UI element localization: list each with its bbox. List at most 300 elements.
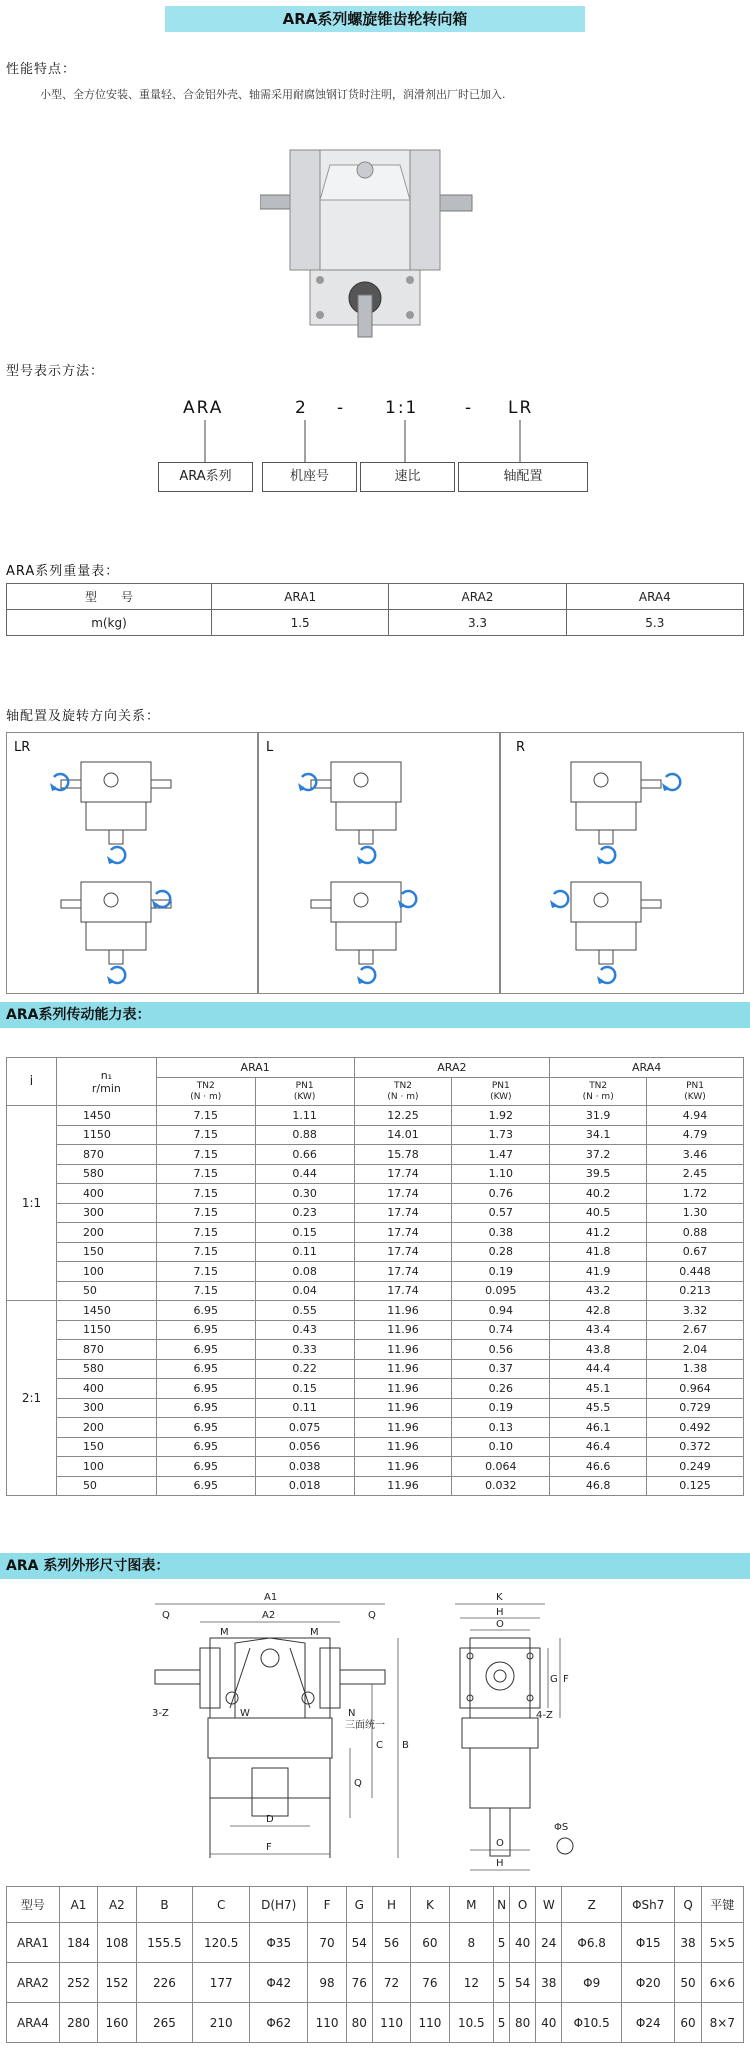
dim-label-k: K xyxy=(496,1592,503,1603)
power-header-rmin: r/min xyxy=(91,1081,121,1095)
dimension-cell: 155.5 xyxy=(136,1923,193,1963)
power-cell: 17.74 xyxy=(354,1262,452,1282)
power-cell: 870 xyxy=(56,1340,156,1360)
power-table xyxy=(6,1057,744,1496)
power-cell: 11.96 xyxy=(354,1398,452,1418)
power-table-row xyxy=(7,1398,744,1418)
dimension-header-cell: M xyxy=(449,1887,494,1923)
power-cell: 0.10 xyxy=(452,1437,550,1457)
power-cell: 17.74 xyxy=(354,1203,452,1223)
dim-label-3z: 3-Z xyxy=(152,1708,169,1719)
power-cell: 17.74 xyxy=(354,1164,452,1184)
power-table-row xyxy=(7,1457,744,1477)
dim-label-w: W xyxy=(240,1708,250,1719)
power-cell: 0.66 xyxy=(255,1145,354,1165)
power-cell: 0.94 xyxy=(452,1301,550,1321)
dimension-cell: Φ9 xyxy=(562,1963,622,2003)
power-cell: 11.96 xyxy=(354,1418,452,1438)
dimension-cell: 6×6 xyxy=(701,1963,743,2003)
dim-label-m-left: M xyxy=(220,1627,229,1638)
power-cell: 0.492 xyxy=(647,1418,744,1438)
axis-label-lr: LR xyxy=(14,740,31,755)
power-cell: 200 xyxy=(56,1223,156,1243)
dim-label-q-right: Q xyxy=(368,1610,376,1621)
power-cell: 3.46 xyxy=(647,1145,744,1165)
weight-cell: 5.3 xyxy=(566,610,743,636)
power-cell: 0.30 xyxy=(255,1184,354,1204)
dimension-cell: Φ10.5 xyxy=(562,2003,622,2043)
dimension-cell: 8×7 xyxy=(701,2003,743,2043)
front-view xyxy=(155,1638,385,1858)
dimension-cell: 152 xyxy=(98,1963,136,2003)
power-cell: 40.2 xyxy=(550,1184,647,1204)
power-cell: 0.075 xyxy=(255,1418,354,1438)
dim-label-d: D xyxy=(266,1814,274,1825)
dimension-header-cell: ΦSh7 xyxy=(622,1887,675,1923)
power-cell: 46.8 xyxy=(550,1476,647,1496)
power-cell: 41.2 xyxy=(550,1223,647,1243)
power-cell: 6.95 xyxy=(156,1301,255,1321)
power-cell: 40.5 xyxy=(550,1203,647,1223)
dimension-cell: 5 xyxy=(494,1923,510,1963)
dimension-header-row xyxy=(7,1887,744,1923)
axis-label-r: R xyxy=(516,740,526,755)
axis-diagram-l-top xyxy=(298,762,401,864)
dimension-cell: 280 xyxy=(59,2003,97,2043)
power-cell: 41.9 xyxy=(550,1262,647,1282)
dimension-cell: Φ42 xyxy=(250,1963,308,2003)
dim-label-q-vertical: Q xyxy=(354,1778,362,1789)
model-box-axis: 轴配置 xyxy=(458,462,588,492)
dimension-cell: Φ15 xyxy=(622,1923,675,1963)
dim-label-h-top: H xyxy=(496,1607,504,1618)
dimension-cell: 40 xyxy=(510,1923,536,1963)
power-cell: 0.15 xyxy=(255,1223,354,1243)
dimension-table xyxy=(6,1886,744,2043)
weight-cell: 1.5 xyxy=(212,610,389,636)
power-cell: 0.57 xyxy=(452,1203,550,1223)
dimension-cell: 70 xyxy=(308,1923,346,1963)
power-pn-label: PN1 xyxy=(491,1080,510,1091)
features-text: 小型、全方位安装、重量轻、合金铝外壳、轴需采用耐腐蚀钢订货时注明，润滑剂出厂时已加入. xyxy=(40,88,506,101)
power-cell: 0.13 xyxy=(452,1418,550,1438)
power-cell: 6.95 xyxy=(156,1320,255,1340)
power-table-row xyxy=(7,1340,744,1360)
power-subheader-cell xyxy=(452,1078,550,1106)
model-code-frame: 2 xyxy=(295,398,308,418)
power-ratio-cell: 2:1 xyxy=(7,1301,57,1496)
power-cell: 2.04 xyxy=(647,1340,744,1360)
power-cell: 1450 xyxy=(56,1106,156,1126)
dimension-cell: 38 xyxy=(675,1923,701,1963)
power-cell: 0.28 xyxy=(452,1242,550,1262)
power-cell: 31.9 xyxy=(550,1106,647,1126)
dimension-data-row xyxy=(7,1963,744,2003)
power-cell: 1.92 xyxy=(452,1106,550,1126)
model-code-dash2: - xyxy=(465,398,474,418)
power-cell: 0.213 xyxy=(647,1281,744,1301)
power-cell: 0.964 xyxy=(647,1379,744,1399)
power-header-model: ARA1 xyxy=(156,1058,354,1078)
power-cell: 50 xyxy=(56,1281,156,1301)
power-cell: 1.73 xyxy=(452,1125,550,1145)
weight-heading: ARA系列重量表： xyxy=(6,564,120,579)
dimension-cell: 60 xyxy=(675,2003,701,2043)
power-table-row xyxy=(7,1125,744,1145)
power-pn-label: PN1 xyxy=(686,1080,704,1091)
dimension-cell: 80 xyxy=(510,2003,536,2043)
power-cell: 0.19 xyxy=(452,1262,550,1282)
power-cell: 6.95 xyxy=(156,1437,255,1457)
power-cell: 14.01 xyxy=(354,1125,452,1145)
power-table-row xyxy=(7,1242,744,1262)
dimension-header-cell: W xyxy=(536,1887,562,1923)
power-cell: 41.8 xyxy=(550,1242,647,1262)
power-cell: 2.67 xyxy=(647,1320,744,1340)
power-cell: 580 xyxy=(56,1359,156,1379)
power-cell: 11.96 xyxy=(354,1457,452,1477)
power-header-model: ARA2 xyxy=(354,1058,550,1078)
dimension-header-cell: H xyxy=(372,1887,410,1923)
power-table-row xyxy=(7,1145,744,1165)
power-cell: 0.22 xyxy=(255,1359,354,1379)
power-table-row xyxy=(7,1320,744,1340)
power-cell: 43.2 xyxy=(550,1281,647,1301)
model-code-ratio: 1:1 xyxy=(385,398,419,418)
power-cell: 17.74 xyxy=(354,1184,452,1204)
dimension-table-body xyxy=(7,1887,744,2043)
power-subheader-cell xyxy=(354,1078,452,1106)
dimension-cell: 76 xyxy=(411,1963,449,2003)
dimension-header-cell: A1 xyxy=(59,1887,97,1923)
dim-label-f-side: F xyxy=(563,1674,569,1685)
power-cell: 300 xyxy=(56,1203,156,1223)
axis-diagram-lr-top xyxy=(50,762,171,864)
power-cell: 7.15 xyxy=(156,1106,255,1126)
power-pn-unit: (KW) xyxy=(684,1091,706,1102)
power-ratio-cell: 1:1 xyxy=(7,1106,57,1301)
weight-header-cell: 型 号 xyxy=(7,584,212,610)
dim-label-n: N xyxy=(348,1708,356,1719)
power-pn-unit: (KW) xyxy=(490,1091,512,1102)
power-cell: 0.08 xyxy=(255,1262,354,1282)
dim-label-a2: A2 xyxy=(262,1610,276,1621)
power-cell: 0.038 xyxy=(255,1457,354,1477)
power-tn-label: TN2 xyxy=(589,1080,608,1091)
dimension-cell: ARA2 xyxy=(7,1963,60,2003)
power-pn-label: PN1 xyxy=(295,1080,314,1091)
dim-label-three-sides: 三面统一 xyxy=(345,1720,385,1731)
power-cell: 400 xyxy=(56,1379,156,1399)
power-cell: 100 xyxy=(56,1457,156,1477)
power-cell: 0.88 xyxy=(255,1125,354,1145)
power-cell: 46.1 xyxy=(550,1418,647,1438)
dimension-cell: 80 xyxy=(346,2003,372,2043)
power-tn-unit: (N · m) xyxy=(190,1091,222,1102)
power-cell: 1.38 xyxy=(647,1359,744,1379)
power-cell: 37.2 xyxy=(550,1145,647,1165)
power-table-row xyxy=(7,1418,744,1438)
weight-header-cell: ARA4 xyxy=(566,584,743,610)
power-cell: 0.67 xyxy=(647,1242,744,1262)
power-cell: 0.26 xyxy=(452,1379,550,1399)
power-header-n1-symbol: n₁ xyxy=(100,1068,113,1082)
power-cell: 3.32 xyxy=(647,1301,744,1321)
weight-cell: 3.3 xyxy=(389,610,566,636)
axis-heading: 轴配置及旋转方向关系： xyxy=(6,709,161,724)
model-heading: 型号表示方法： xyxy=(6,364,105,379)
dimension-header-cell: Q xyxy=(675,1887,701,1923)
power-cell: 0.56 xyxy=(452,1340,550,1360)
dim-label-b: B xyxy=(402,1740,409,1751)
dimension-cell: 5 xyxy=(494,2003,510,2043)
dimension-cell: 160 xyxy=(98,2003,136,2043)
dimension-cell: 76 xyxy=(346,1963,372,2003)
front-dimension-lines xyxy=(155,1604,398,1858)
power-cell: 11.96 xyxy=(354,1359,452,1379)
power-cell: 0.032 xyxy=(452,1476,550,1496)
power-cell: 11.96 xyxy=(354,1476,452,1496)
power-cell: 44.4 xyxy=(550,1359,647,1379)
dimension-cell: 38 xyxy=(536,1963,562,2003)
power-cell: 0.88 xyxy=(647,1223,744,1243)
power-cell: 0.74 xyxy=(452,1320,550,1340)
dimension-cell: 110 xyxy=(411,2003,449,2043)
power-cell: 34.1 xyxy=(550,1125,647,1145)
dimension-header-cell: C xyxy=(193,1887,250,1923)
dim-label-q-left: Q xyxy=(162,1610,170,1621)
power-cell: 1150 xyxy=(56,1125,156,1145)
model-box-frame: 机座号 xyxy=(262,462,357,492)
power-cell: 1.72 xyxy=(647,1184,744,1204)
model-connector-lines xyxy=(0,418,750,462)
power-subheader-cell xyxy=(550,1078,647,1106)
power-cell: 43.8 xyxy=(550,1340,647,1360)
power-cell: 870 xyxy=(56,1145,156,1165)
power-cell: 0.11 xyxy=(255,1242,354,1262)
dim-label-a1: A1 xyxy=(264,1592,278,1603)
dimension-cell: 98 xyxy=(308,1963,346,2003)
power-cell: 7.15 xyxy=(156,1184,255,1204)
dimension-cell: 56 xyxy=(372,1923,410,1963)
dimension-header-cell: 平键 xyxy=(701,1887,743,1923)
power-cell: 11.96 xyxy=(354,1379,452,1399)
power-cell: 150 xyxy=(56,1242,156,1262)
power-cell: 7.15 xyxy=(156,1242,255,1262)
power-cell: 6.95 xyxy=(156,1476,255,1496)
dimension-cell: Φ20 xyxy=(622,1963,675,2003)
power-table-row xyxy=(7,1184,744,1204)
dimension-cell: 110 xyxy=(308,2003,346,2043)
power-cell: 4.94 xyxy=(647,1106,744,1126)
dimension-cell: 265 xyxy=(136,2003,193,2043)
dim-label-g: G xyxy=(550,1674,558,1685)
power-cell: 6.95 xyxy=(156,1379,255,1399)
power-table-row xyxy=(7,1301,744,1321)
power-pn-unit: (KW) xyxy=(293,1091,316,1102)
power-cell: 7.15 xyxy=(156,1262,255,1282)
weight-cell: m(kg) xyxy=(7,610,212,636)
power-table-row xyxy=(7,1437,744,1457)
power-cell: 0.372 xyxy=(647,1437,744,1457)
weight-header-row xyxy=(7,584,744,610)
dimension-header-cell: B xyxy=(136,1887,193,1923)
power-header-i: i xyxy=(7,1058,57,1106)
dimension-cell: 10.5 xyxy=(449,2003,494,2043)
axis-diagrams xyxy=(6,732,744,994)
power-header-row xyxy=(7,1058,744,1078)
power-cell: 0.018 xyxy=(255,1476,354,1496)
power-cell: 0.55 xyxy=(255,1301,354,1321)
power-cell: 46.4 xyxy=(550,1437,647,1457)
power-cell: 11.96 xyxy=(354,1437,452,1457)
dimension-header-cell: Z xyxy=(562,1887,622,1923)
dimension-cell: 184 xyxy=(59,1923,97,1963)
power-cell: 15.78 xyxy=(354,1145,452,1165)
power-cell: 17.74 xyxy=(354,1242,452,1262)
power-cell: 1150 xyxy=(56,1320,156,1340)
power-cell: 4.79 xyxy=(647,1125,744,1145)
dimension-cell: 40 xyxy=(536,2003,562,2043)
model-box-series: ARA系列 xyxy=(158,462,253,492)
power-cell: 6.95 xyxy=(156,1457,255,1477)
power-cell: 0.729 xyxy=(647,1398,744,1418)
power-cell: 1.11 xyxy=(255,1106,354,1126)
dimension-cell: ARA4 xyxy=(7,2003,60,2043)
power-cell: 0.064 xyxy=(452,1457,550,1477)
dimension-header-cell: G xyxy=(346,1887,372,1923)
power-subheader-cell xyxy=(255,1078,354,1106)
power-cell: 0.11 xyxy=(255,1398,354,1418)
power-cell: 7.15 xyxy=(156,1164,255,1184)
axis-label-l: L xyxy=(266,740,274,755)
axis-diagram-l-bottom xyxy=(311,882,416,984)
page-title: ARA系列螺旋锥齿轮转向箱 xyxy=(165,6,585,32)
power-cell: 0.44 xyxy=(255,1164,354,1184)
power-cell: 11.96 xyxy=(354,1320,452,1340)
dimension-cell: ARA1 xyxy=(7,1923,60,1963)
dimension-cell: Φ62 xyxy=(250,2003,308,2043)
power-cell: 400 xyxy=(56,1184,156,1204)
power-cell: 6.95 xyxy=(156,1398,255,1418)
power-table-row xyxy=(7,1203,744,1223)
power-cell: 0.056 xyxy=(255,1437,354,1457)
model-box-ratio: 速比 xyxy=(360,462,455,492)
dimension-header-cell: D(H7) xyxy=(250,1887,308,1923)
dimension-cell: 120.5 xyxy=(193,1923,250,1963)
power-cell: 0.04 xyxy=(255,1281,354,1301)
axis-diagram-r-bottom xyxy=(550,882,661,984)
power-cell: 12.25 xyxy=(354,1106,452,1126)
power-cell: 0.125 xyxy=(647,1476,744,1496)
power-cell: 0.43 xyxy=(255,1320,354,1340)
dim-label-o-bottom: O xyxy=(496,1838,504,1849)
dim-label-4z: 4-Z xyxy=(536,1710,553,1721)
power-table-row xyxy=(7,1281,744,1301)
model-code-dash1: - xyxy=(337,398,346,418)
power-cell: 17.74 xyxy=(354,1281,452,1301)
dimension-cell: 210 xyxy=(193,2003,250,2043)
dimension-header-cell: O xyxy=(510,1887,536,1923)
power-cell: 7.15 xyxy=(156,1223,255,1243)
weight-header-cell: ARA2 xyxy=(389,584,566,610)
power-cell: 11.96 xyxy=(354,1340,452,1360)
weight-header-cell: ARA1 xyxy=(212,584,389,610)
dimension-header-cell: A2 xyxy=(98,1887,136,1923)
dimension-data-row xyxy=(7,2003,744,2043)
dim-label-h-bottom: H xyxy=(496,1858,504,1869)
dimension-cell: 5×5 xyxy=(701,1923,743,1963)
dimension-cell: Φ35 xyxy=(250,1923,308,1963)
power-cell: 46.6 xyxy=(550,1457,647,1477)
power-cell: 6.95 xyxy=(156,1418,255,1438)
power-table-row xyxy=(7,1223,744,1243)
dimension-cell: Φ24 xyxy=(622,2003,675,2043)
power-cell: 0.448 xyxy=(647,1262,744,1282)
power-cell: 0.15 xyxy=(255,1379,354,1399)
power-subheader-cell xyxy=(156,1078,255,1106)
power-cell: 0.095 xyxy=(452,1281,550,1301)
power-cell: 0.249 xyxy=(647,1457,744,1477)
model-code-series: ARA xyxy=(183,398,224,418)
dimension-header-cell: F xyxy=(308,1887,346,1923)
power-cell: 45.5 xyxy=(550,1398,647,1418)
dimension-data-row xyxy=(7,1923,744,1963)
axis-diagram-lr-bottom xyxy=(61,882,171,984)
power-cell: 39.5 xyxy=(550,1164,647,1184)
power-cell: 7.15 xyxy=(156,1125,255,1145)
power-table-row xyxy=(7,1476,744,1496)
power-cell: 1450 xyxy=(56,1301,156,1321)
dimension-cell: 54 xyxy=(510,1963,536,2003)
power-cell: 7.15 xyxy=(156,1145,255,1165)
dimension-cell: 177 xyxy=(193,1963,250,2003)
power-cell: 0.33 xyxy=(255,1340,354,1360)
power-cell: 7.15 xyxy=(156,1203,255,1223)
axis-diagram-r-top xyxy=(571,762,680,864)
weight-table xyxy=(6,583,744,636)
power-cell: 2.45 xyxy=(647,1164,744,1184)
power-cell: 300 xyxy=(56,1398,156,1418)
power-cell: 0.23 xyxy=(255,1203,354,1223)
power-cell: 100 xyxy=(56,1262,156,1282)
power-cell: 7.15 xyxy=(156,1281,255,1301)
dimension-header-cell: N xyxy=(494,1887,510,1923)
dim-label-phis: ΦS xyxy=(554,1822,569,1833)
power-cell: 17.74 xyxy=(354,1223,452,1243)
model-code-axis: LR xyxy=(508,398,534,418)
power-cell: 1.30 xyxy=(647,1203,744,1223)
power-cell: 45.1 xyxy=(550,1379,647,1399)
dimension-cell: 54 xyxy=(346,1923,372,1963)
power-tn-label: TN2 xyxy=(393,1080,412,1091)
dimension-header-cell: 型号 xyxy=(7,1887,60,1923)
power-cell: 1.47 xyxy=(452,1145,550,1165)
dims-heading: ARA 系列外形尺寸图表： xyxy=(0,1553,750,1579)
power-cell: 6.95 xyxy=(156,1359,255,1379)
dimension-cell: 12 xyxy=(449,1963,494,2003)
power-cell: 0.19 xyxy=(452,1398,550,1418)
side-dimension-lines xyxy=(455,1604,560,1870)
power-cell: 1.10 xyxy=(452,1164,550,1184)
dimension-cell: 60 xyxy=(411,1923,449,1963)
dimension-cell: 5 xyxy=(494,1963,510,2003)
dimension-cell: 252 xyxy=(59,1963,97,2003)
dimension-drawing xyxy=(140,1588,600,1880)
power-tn-unit: (N · m) xyxy=(582,1091,614,1102)
power-cell: 0.38 xyxy=(452,1223,550,1243)
power-subheader-cell xyxy=(647,1078,744,1106)
